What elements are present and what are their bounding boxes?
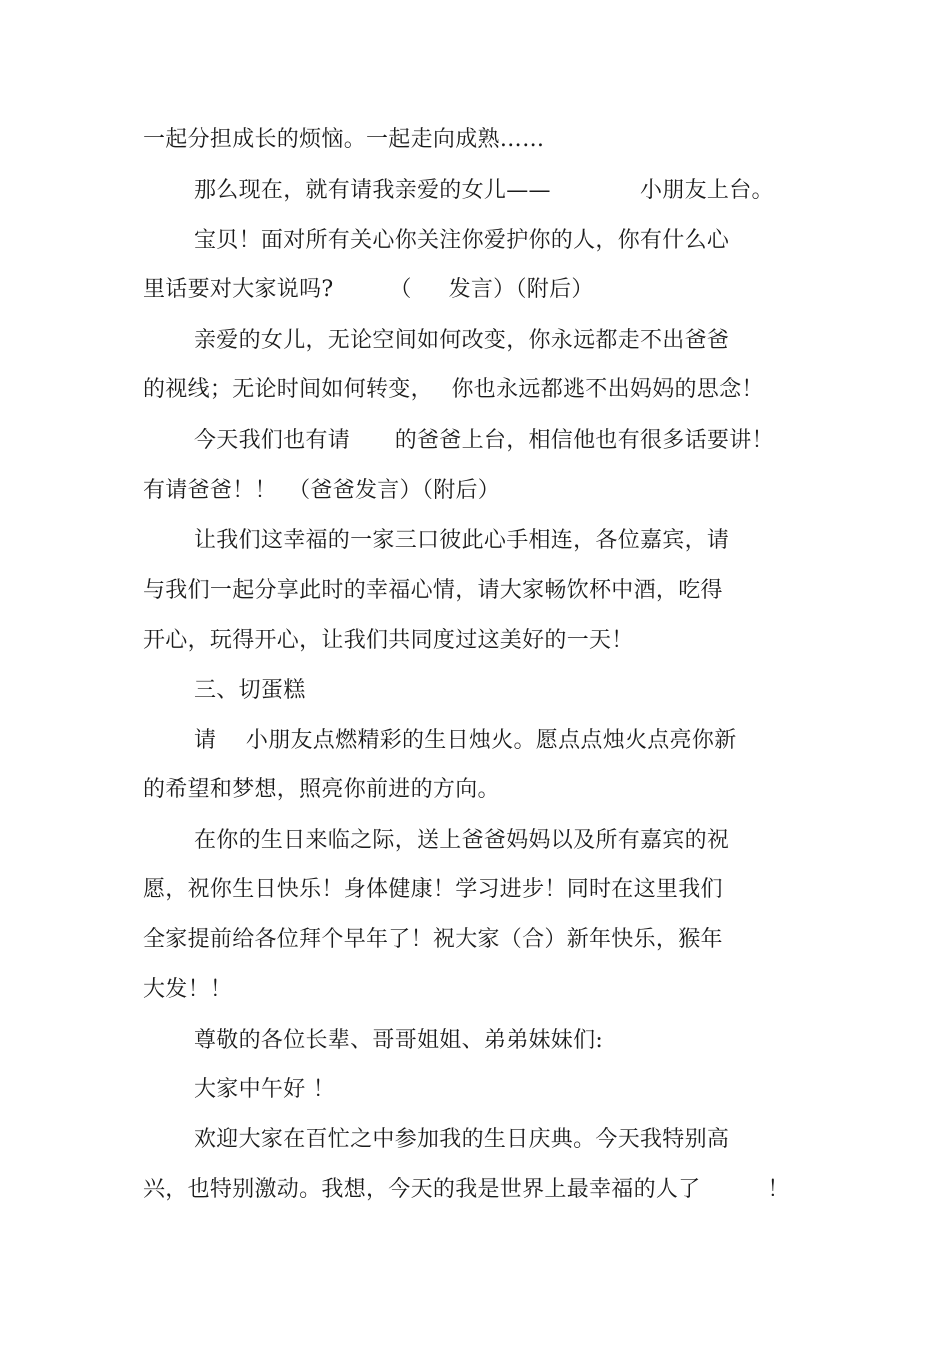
- text-line: 让我们这幸福的一家三口彼此心手相连，各位嘉宾，请: [194, 528, 730, 553]
- text-line: 宝贝！面对所有关心你关注你爱护你的人，你有什么心: [194, 228, 730, 253]
- text-line: 的希望和梦想，照亮你前进的方向。: [143, 777, 500, 802]
- text-line: 有请爸爸！！ （爸爸发言）（附后）: [143, 478, 501, 503]
- text-line: 亲爱的女儿，无论空间如何改变，你永远都走不出爸爸: [194, 328, 730, 353]
- text-line: 与我们一起分享此时的幸福心情，请大家畅饮杯中酒，吃得: [143, 578, 723, 603]
- text-line: 大家中午好 ！: [194, 1077, 336, 1102]
- text-line: 今天我们也有请 的爸爸上台，相信他也有很多话要讲！: [194, 428, 774, 453]
- text-line: 的视线；无论时间如何转变， 你也永远都逃不出妈妈的思念！: [143, 377, 764, 402]
- text-line: 那么现在，就有请我亲爱的女儿—— 小朋友上台。: [194, 178, 774, 203]
- text-line: 大发！！: [143, 977, 233, 1002]
- text-line: 一起分担成长的烦恼。一起走向成熟……: [143, 127, 545, 152]
- text-line: 里话要对大家说吗? （ 发言）（附后）: [143, 277, 594, 302]
- text-line: 在你的生日来临之际，送上爸爸妈妈以及所有嘉宾的祝: [194, 828, 730, 853]
- text-line: 请 小朋友点燃精彩的生日烛火。愿点点烛火点亮你新: [194, 728, 737, 753]
- text-line: 欢迎大家在百忙之中参加我的生日庆典。今天我特别高: [194, 1127, 730, 1152]
- text-line: 兴，也特别激动。我想，今天的我是世界上最幸福的人了 ！: [143, 1177, 790, 1202]
- text-line: 愿，祝你生日快乐！身体健康！学习进步！同时在这里我们: [143, 877, 723, 902]
- section-heading: 三、切蛋糕: [194, 678, 306, 703]
- text-line: 尊敬的各位长辈、哥哥姐姐、弟弟妹妹们:: [194, 1028, 604, 1053]
- text-line: 开心，玩得开心，让我们共同度过这美好的一天！: [143, 628, 634, 653]
- text-line: 全家提前给各位拜个早年了！祝大家（合）新年快乐，猴年: [143, 927, 723, 952]
